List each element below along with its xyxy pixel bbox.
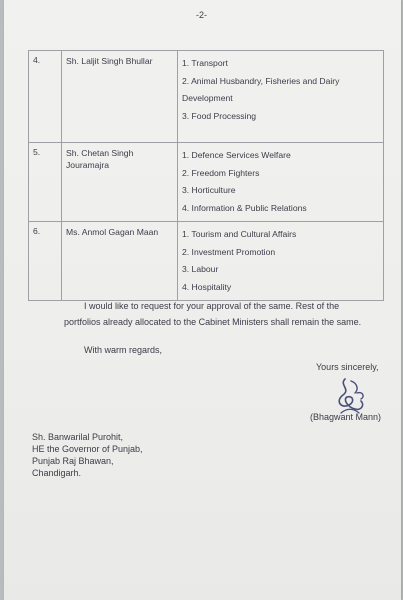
addressee-line: Chandigarh. bbox=[32, 468, 82, 478]
row-number: 6. bbox=[29, 222, 62, 301]
addressee-block bbox=[32, 431, 143, 479]
row-number: 4. bbox=[29, 51, 62, 143]
portfolio-item: 2. Investment Promotion bbox=[182, 246, 276, 257]
table-row bbox=[29, 51, 384, 143]
closing-line: Yours sincerely, bbox=[316, 362, 379, 372]
portfolio-item: 2. Animal Husbandry, Fisheries and Dairy Development bbox=[182, 75, 340, 103]
body-paragraph-line1: I would like to request for your approval of the same. Rest of the bbox=[84, 301, 340, 311]
table-row bbox=[29, 222, 384, 301]
portfolio-list bbox=[178, 143, 384, 222]
portfolio-item: 4. Hospitality bbox=[182, 281, 232, 292]
addressee-line: HE the Governor of Punjab, bbox=[32, 444, 143, 454]
minister-name: Sh. Laljit Singh Bhullar bbox=[62, 51, 178, 143]
portfolio-item: 2. Freedom Fighters bbox=[182, 167, 260, 178]
portfolio-table bbox=[28, 50, 384, 301]
row-number: 5. bbox=[29, 143, 62, 222]
page-number: -2- bbox=[196, 10, 207, 20]
portfolio-item: 3. Horticulture bbox=[182, 185, 236, 195]
portfolio-list bbox=[178, 222, 384, 301]
signatory-name: (Bhagwant Mann) bbox=[310, 412, 382, 422]
letter-page bbox=[4, 0, 401, 600]
portfolio-item: 1. Tourism and Cultural Affairs bbox=[182, 229, 297, 239]
portfolio-item: 3. Food Processing bbox=[182, 110, 257, 121]
portfolio-item: 1. Defence Services Welfare bbox=[182, 150, 291, 160]
table-row bbox=[29, 143, 384, 222]
minister-name: Sh. Chetan Singh Jouramajra bbox=[62, 143, 178, 222]
signature-mark bbox=[331, 375, 369, 415]
body-paragraph-line2: portfolios already allocated to the Cabinet Ministers shall remain the same. bbox=[64, 317, 362, 327]
addressee-line: Sh. Banwarilal Purohit, bbox=[32, 432, 124, 442]
regards-line: With warm regards, bbox=[84, 345, 163, 355]
portfolio-list bbox=[178, 51, 384, 143]
portfolio-item: 4. Information & Public Relations bbox=[182, 202, 307, 213]
portfolio-item: 1. Transport bbox=[182, 58, 228, 68]
portfolio-item: 3. Labour bbox=[182, 264, 219, 274]
addressee-line: Punjab Raj Bhawan, bbox=[32, 456, 114, 466]
minister-name: Ms. Anmol Gagan Maan bbox=[62, 222, 178, 301]
